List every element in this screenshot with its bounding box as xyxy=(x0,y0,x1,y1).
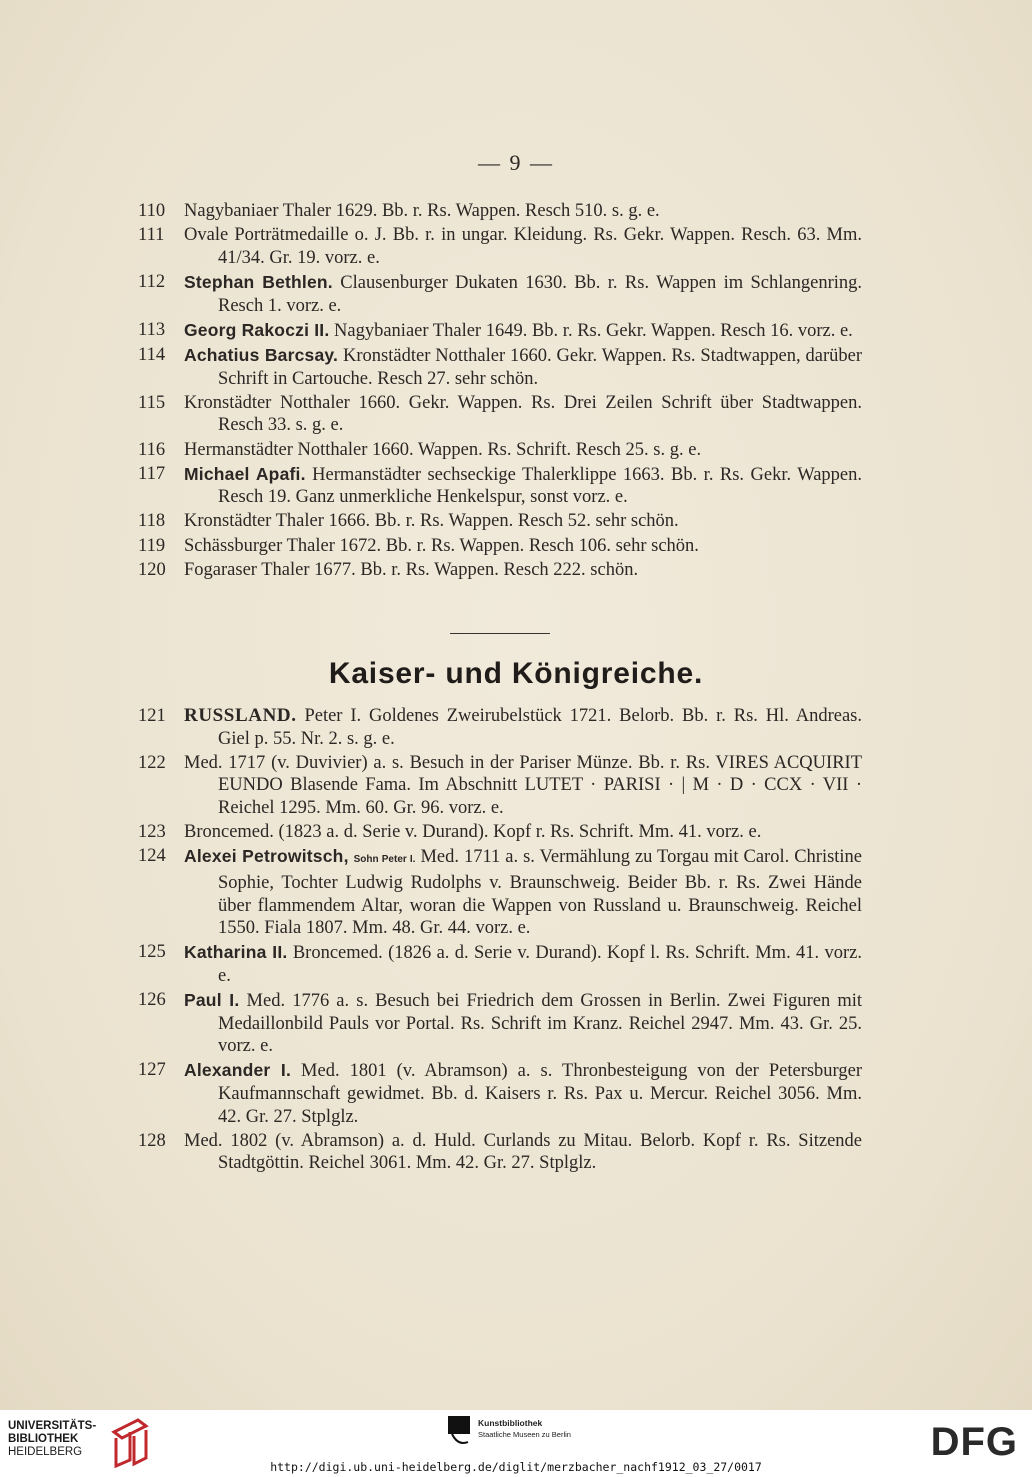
ruler-name: Alexei Petrowitsch, xyxy=(184,846,349,867)
ub-line-3: HEIDELBERG xyxy=(8,1446,83,1458)
catalog-entry xyxy=(138,1059,862,1128)
catalog-entry xyxy=(138,705,862,750)
entry-text: Broncemed. (1823 a. d. Serie v. Durand). Kopf r. Rs. Schrift. Mm. 41. vorz. e. xyxy=(184,822,762,843)
section-heading: Kaiser- und Königreiche. xyxy=(328,657,704,690)
catalog-entry xyxy=(138,510,862,533)
catalog-entry xyxy=(138,319,862,343)
country-name: RUSSLAND. xyxy=(184,705,297,726)
entry-text: Kronstädter Notthaler 1660. Gekr. Wappen. Rs. Stadtwappen, darüber Schrift in Cartouche. Resch 27. sehr schön. xyxy=(218,345,863,389)
entry-text: Clausenburger Dukaten 1630. Bb. r. Rs. Wappen im Schlangenring. Resch 1. vorz. e. xyxy=(218,272,863,316)
entry-number: 126 xyxy=(138,990,166,1011)
entry-number: 116 xyxy=(138,439,166,460)
entry-text: Nagybaniaer Thaler 1649. Bb. r. Rs. Gekr. Wappen. Resch 16. vorz. e. xyxy=(334,320,853,341)
footer-bar xyxy=(0,1410,1032,1477)
entry-text: Med. 1717 (v. Duvivier) a. s. Besuch in der Pariser Münze. Bb. r. Rs. VIRES ACQUIRIT EUNDO Blasende Fama. Im Abschnitt LUTET · PARISI · | M · D · CCX · VII · Reichel 1295. Mm. 60. Gr. 96. vorz. e. xyxy=(184,752,862,818)
entry-number: 125 xyxy=(138,942,166,963)
catalog-entry xyxy=(138,344,862,390)
catalog-entry xyxy=(138,1130,862,1175)
catalog-entry xyxy=(138,752,862,820)
entry-number: 127 xyxy=(138,1060,166,1081)
catalog-entry xyxy=(138,439,862,462)
entry-number: 124 xyxy=(138,846,166,867)
entry-text: Peter I. Goldenes Zweirubelstück 1721. Belorb. Bb. r. Rs. Hl. Andreas. Giel p. 55. Nr. 2. s. g. e. xyxy=(218,706,863,749)
entry-list-siebenbuergen xyxy=(138,200,862,583)
entry-number: 115 xyxy=(138,392,166,413)
entry-text: Fogaraser Thaler 1677. Bb. r. Rs. Wappen. Resch 222. schön. xyxy=(184,559,639,580)
dfg-logo[interactable]: DFG xyxy=(930,1420,1018,1464)
kunstbibliothek-text xyxy=(478,1418,571,1440)
permalink-url[interactable]: http://digi.ub.uni-heidelberg.de/diglit/merzbacher_nachf1912_03_27/0017 xyxy=(270,1460,762,1474)
entry-text: Kronstädter Notthaler 1660. Gekr. Wappen. Rs. Drei Zeilen Schrift über Stadtwappen. Resch 33. s. g. e. xyxy=(184,392,862,436)
catalog-entry xyxy=(138,989,862,1058)
entry-number: 122 xyxy=(138,752,166,773)
entry-number: 117 xyxy=(138,463,166,484)
ruler-name: Georg Rakoczi II. xyxy=(184,319,330,340)
entry-text: Med. 1711 a. s. Vermählung zu Torgau mit Carol. Christine Sophie, Tochter Ludwig Rudolphs v. Braunschweig. Beider Bb. r. Rs. Zwei Hände über flammendem Altar, woran die Wappen von Russland u. Braunschweig. Reichel 1550. Fiala 1807. Mm. 48. Gr. 44. vorz. e. xyxy=(218,847,863,939)
catalog-entry xyxy=(138,941,862,987)
entry-text: Hermanstädter sechseckige Thalerklippe 1663. Bb. r. Rs. Gekr. Wappen. Resch 19. Ganz unmerkliche Henkelspur, sonst vorz. e. xyxy=(218,464,863,508)
kb-line-2: Staatliche Museen zu Berlin xyxy=(478,1430,571,1439)
entry-number: 112 xyxy=(138,271,166,292)
ruler-name: Katharina II. xyxy=(184,942,288,963)
entry-number: 123 xyxy=(138,822,166,843)
entry-text: Schässburger Thaler 1672. Bb. r. Rs. Wappen. Resch 106. sehr schön. xyxy=(184,535,699,556)
catalog-entry xyxy=(138,535,862,558)
ub-logo-text xyxy=(8,1420,108,1459)
page-number: — 9 — xyxy=(478,150,554,175)
entry-number: 120 xyxy=(138,559,166,580)
ub-line-2: BIBLIOTHEK xyxy=(8,1433,79,1445)
ruler-note: Sohn Peter I. xyxy=(353,854,416,866)
catalog-entry xyxy=(138,559,862,582)
catalog-entry xyxy=(138,392,862,437)
entry-text: Ovale Porträtmedaille o. J. Bb. r. in ungar. Kleidung. Rs. Gekr. Wappen. Resch. 63. Mm. 41/34. Gr. 19. vorz. e. xyxy=(184,225,862,268)
kunstbibliothek-logo[interactable] xyxy=(448,1416,608,1456)
ub-line-1: UNIVERSITÄTS- xyxy=(8,1420,97,1432)
section-divider xyxy=(450,633,550,634)
kunstbibliothek-mark-icon xyxy=(448,1416,472,1448)
entry-text: Hermanstädter Notthaler 1660. Wappen. Rs. Schrift. Resch 25. s. g. e. xyxy=(184,439,702,460)
catalog-entry xyxy=(138,845,862,939)
entry-list-russland xyxy=(138,705,862,1177)
entry-text: Med. 1776 a. s. Besuch bei Friedrich dem Grossen in Berlin. Zwei Figuren mit Medaillonbild Pauls vor Portal. Rs. Schrift im Kranz. Reichel 2947. Mm. 43. Gr. 25. vorz. e. xyxy=(218,991,862,1057)
ruler-name: Michael Apafi. xyxy=(184,463,306,484)
entry-text: Med. 1801 (v. Abramson) a. s. Thronbesteigung von der Petersburger Kaufmannschaft gewidmet. Bb. d. Kaisers r. Rs. Pax u. Mercur. Reichel 3056. Mm. 42. Gr. 27. Stplglz. xyxy=(218,1061,862,1127)
entry-number: 121 xyxy=(138,706,166,726)
entry-number: 119 xyxy=(138,535,166,556)
catalog-entry xyxy=(138,224,862,269)
ruler-name: Achatius Barcsay. xyxy=(184,344,339,365)
catalog-entry xyxy=(138,821,862,844)
entry-text: Med. 1802 (v. Abramson) a. d. Huld. Curlands zu Mitau. Belorb. Kopf r. Rs. Sitzende Stadtgöttin. Reichel 3061. Mm. 42. Gr. 27. Stplglz. xyxy=(184,1130,862,1174)
catalog-entry xyxy=(138,200,862,223)
entry-number: 113 xyxy=(138,319,166,340)
entry-number: 128 xyxy=(138,1130,166,1151)
entry-text: Broncemed. (1826 a. d. Serie v. Durand). Kopf l. Rs. Schrift. Mm. 41. vorz. e. xyxy=(218,943,862,986)
kb-line-1: Kunstbibliothek xyxy=(478,1418,543,1428)
entry-number: 118 xyxy=(138,511,166,532)
entry-number: 111 xyxy=(138,225,165,246)
catalog-entry xyxy=(138,463,862,509)
entry-text: Kronstädter Thaler 1666. Bb. r. Rs. Wappen. Resch 52. sehr schön. xyxy=(184,511,679,532)
catalog-entry xyxy=(138,271,862,317)
entry-text: Nagybaniaer Thaler 1629. Bb. r. Rs. Wappen. Resch 510. s. g. e. xyxy=(184,201,660,221)
entry-number: 110 xyxy=(138,201,166,221)
ruler-name: Paul I. xyxy=(184,990,240,1011)
entry-number: 114 xyxy=(138,344,166,365)
ruler-name: Stephan Bethlen. xyxy=(184,271,333,292)
ruler-name: Alexander I. xyxy=(184,1060,291,1081)
